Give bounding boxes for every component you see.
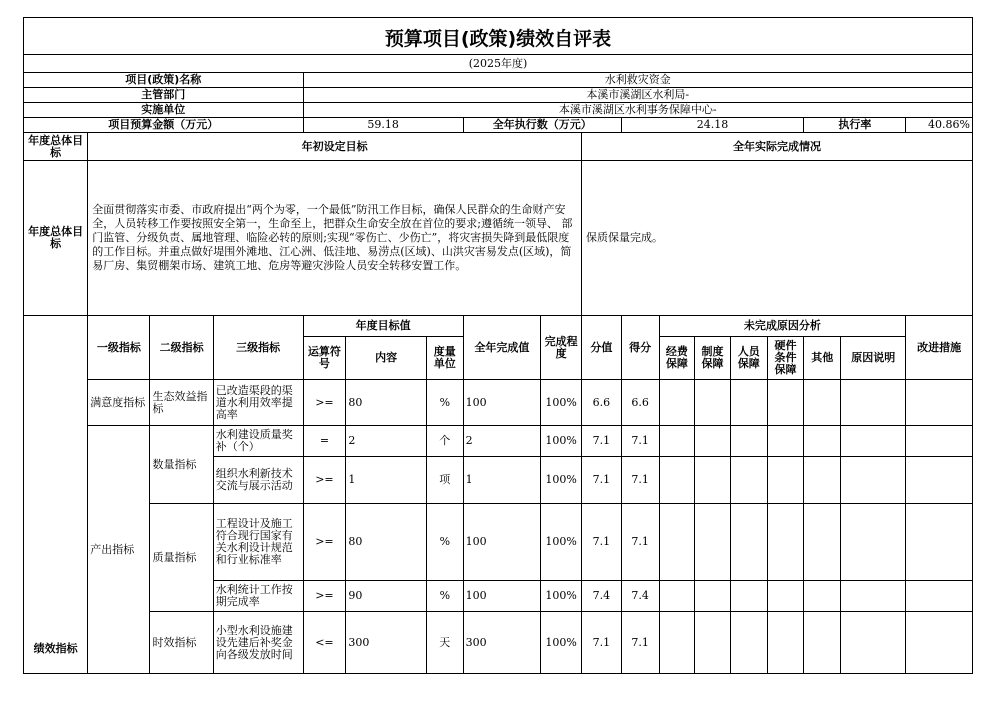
score-cell: 6.6 xyxy=(621,380,659,426)
weight-cell: 7.1 xyxy=(581,504,621,581)
col-completion-header: 完成程度 xyxy=(541,316,582,380)
score-cell: 7.4 xyxy=(621,581,659,612)
empty-cell xyxy=(767,426,804,457)
empty-cell xyxy=(695,612,731,674)
empty-cell xyxy=(767,504,804,581)
exec-value: 24.18 xyxy=(621,118,804,133)
op-cell: >= xyxy=(303,504,346,581)
l3-cell: 水利统计工作按期完成率 xyxy=(213,581,303,612)
dept-value: 本溪市溪湖区水利局- xyxy=(303,88,973,103)
budget-value: 59.18 xyxy=(303,118,463,133)
empty-cell xyxy=(695,457,731,504)
actual-cell: 300 xyxy=(463,612,541,674)
unit-cell: 项 xyxy=(426,457,463,504)
actual-cell: 100 xyxy=(463,581,541,612)
col-score-header: 得分 xyxy=(621,316,659,380)
completion-cell: 100% xyxy=(541,504,582,581)
empty-cell xyxy=(841,581,906,612)
actual-cell: 1 xyxy=(463,457,541,504)
completion-cell: 100% xyxy=(541,426,582,457)
evaluation-sheet xyxy=(23,17,973,674)
l2-cell: 数量指标 xyxy=(150,426,213,504)
perf-section-label: 绩效指标 xyxy=(24,316,88,674)
unit-cell: 个 xyxy=(426,426,463,457)
content-cell: 300 xyxy=(346,612,427,674)
l2-cell: 生态效益指标 xyxy=(150,380,213,426)
op-cell: >= xyxy=(303,380,346,426)
completion-cell: 100% xyxy=(541,457,582,504)
unit-cell: % xyxy=(426,380,463,426)
completion-cell: 100% xyxy=(541,380,582,426)
col-actual-header: 全年完成值 xyxy=(463,316,541,380)
empty-cell xyxy=(730,380,767,426)
sheet-title: 预算项目(政策)绩效自评表 xyxy=(24,18,973,55)
empty-cell xyxy=(906,504,973,581)
col-op-header: 运算符号 xyxy=(303,337,346,380)
col-unit-header: 度量单位 xyxy=(426,337,463,380)
weight-cell: 6.6 xyxy=(581,380,621,426)
op-cell: = xyxy=(303,426,346,457)
empty-cell xyxy=(730,457,767,504)
col-l3-header: 三级指标 xyxy=(213,316,303,380)
empty-cell xyxy=(659,612,695,674)
empty-cell xyxy=(841,380,906,426)
empty-cell xyxy=(730,504,767,581)
rate-value: 40.86% xyxy=(906,118,973,133)
weight-cell: 7.1 xyxy=(581,426,621,457)
goals-row-header: 年度总体目标 xyxy=(24,133,88,161)
empty-cell xyxy=(659,380,695,426)
impl-label: 实施单位 xyxy=(24,103,304,118)
l2-cell: 时效指标 xyxy=(150,612,213,674)
score-cell: 7.1 xyxy=(621,612,659,674)
table-row xyxy=(24,504,973,581)
initial-goal-text: 全面贯彻落实市委、市政府提出“两个为零，一个最低”防汛工作目标，确保人民群众的生命财产安全，人员转移工作要按照安全第一，生命至上，把群众生命安全放在首位的要求;遵循统一领导、 部门监管、分级负责、属地管理、临险必转的原则;实现“零伤亡、少伤亡”，将灾害损失降到最低限度的工作目标。并重点做好堤围外滩地、江心洲、低洼地、易涝点(区域)、山洪灾害易发点(区域)，简易厂房、集贸棚架市场、建筑工地、危房等避灾涉险人员安全转移安置工作。 xyxy=(88,161,582,316)
l3-cell: 水利建设质量奖补（个） xyxy=(213,426,303,457)
empty-cell xyxy=(767,581,804,612)
empty-cell xyxy=(804,581,841,612)
score-cell: 7.1 xyxy=(621,504,659,581)
empty-cell xyxy=(906,581,973,612)
empty-cell xyxy=(841,457,906,504)
score-cell: 7.1 xyxy=(621,457,659,504)
empty-cell xyxy=(906,457,973,504)
empty-cell xyxy=(804,457,841,504)
empty-cell xyxy=(730,581,767,612)
empty-cell xyxy=(767,612,804,674)
col-improve-header: 改进措施 xyxy=(906,316,973,380)
actual-cell: 100 xyxy=(463,504,541,581)
empty-cell xyxy=(906,426,973,457)
empty-cell xyxy=(841,504,906,581)
table-row xyxy=(24,426,973,457)
actual-result-text: 保质保量完成。 xyxy=(581,161,972,316)
col-target-header: 年度目标值 xyxy=(303,316,463,337)
exec-label: 全年执行数（万元） xyxy=(463,118,621,133)
weight-cell: 7.1 xyxy=(581,457,621,504)
completion-cell: 100% xyxy=(541,581,582,612)
empty-cell xyxy=(695,380,731,426)
completion-cell: 100% xyxy=(541,612,582,674)
l3-cell: 工程设计及施工符合现行国家有关水利设计规范和行业标准率 xyxy=(213,504,303,581)
sheet-subtitle: (2025年度) xyxy=(24,55,973,73)
col-reason-header: 未完成原因分析 xyxy=(659,316,906,337)
dept-label: 主管部门 xyxy=(24,88,304,103)
col-r5-header: 其他 xyxy=(804,337,841,380)
content-cell: 90 xyxy=(346,581,427,612)
op-cell: <= xyxy=(303,612,346,674)
empty-cell xyxy=(804,380,841,426)
col-l2-header: 二级指标 xyxy=(150,316,213,380)
l3-cell: 已改造渠段的渠道水利用效率提高率 xyxy=(213,380,303,426)
empty-cell xyxy=(659,504,695,581)
actual-cell: 100 xyxy=(463,380,541,426)
unit-cell: % xyxy=(426,581,463,612)
weight-cell: 7.4 xyxy=(581,581,621,612)
empty-cell xyxy=(767,380,804,426)
col-r3-header: 人员保障 xyxy=(730,337,767,380)
col-r2-header: 制度保障 xyxy=(695,337,731,380)
content-cell: 2 xyxy=(346,426,427,457)
actual-result-header: 全年实际完成情况 xyxy=(581,133,972,161)
actual-cell: 2 xyxy=(463,426,541,457)
empty-cell xyxy=(695,504,731,581)
empty-cell xyxy=(841,612,906,674)
l2-cell: 质量指标 xyxy=(150,504,213,612)
l3-cell: 小型水利设施建设先建后补奖金向各级发放时间 xyxy=(213,612,303,674)
col-r4-header: 硬件条件保障 xyxy=(767,337,804,380)
empty-cell xyxy=(659,426,695,457)
col-r6-header: 原因说明 xyxy=(841,337,906,380)
impl-value: 本溪市溪湖区水利事务保障中心- xyxy=(303,103,973,118)
empty-cell xyxy=(659,581,695,612)
empty-cell xyxy=(695,581,731,612)
l1-cell: 满意度指标 xyxy=(88,380,150,426)
budget-label: 项目预算金额（万元） xyxy=(24,118,304,133)
table-row xyxy=(24,380,973,426)
initial-goal-header: 年初设定目标 xyxy=(88,133,582,161)
weight-cell: 7.1 xyxy=(581,612,621,674)
evaluation-table xyxy=(23,17,973,674)
unit-cell: % xyxy=(426,504,463,581)
empty-cell xyxy=(659,457,695,504)
empty-cell xyxy=(730,426,767,457)
goals-row-label: 年度总体目标 xyxy=(24,161,88,316)
score-cell: 7.1 xyxy=(621,426,659,457)
project-name-value: 水利救灾资金 xyxy=(303,73,973,88)
content-cell: 80 xyxy=(346,504,427,581)
empty-cell xyxy=(804,612,841,674)
l1-cell: 产出指标 xyxy=(88,426,150,674)
empty-cell xyxy=(906,612,973,674)
content-cell: 1 xyxy=(346,457,427,504)
empty-cell xyxy=(730,612,767,674)
project-name-label: 项目(政策)名称 xyxy=(24,73,304,88)
col-r1-header: 经费保障 xyxy=(659,337,695,380)
col-weight-header: 分值 xyxy=(581,316,621,380)
col-content-header: 内容 xyxy=(346,337,427,380)
col-l1-header: 一级指标 xyxy=(88,316,150,380)
empty-cell xyxy=(767,457,804,504)
unit-cell: 天 xyxy=(426,612,463,674)
empty-cell xyxy=(841,426,906,457)
op-cell: >= xyxy=(303,457,346,504)
table-row xyxy=(24,612,973,674)
content-cell: 80 xyxy=(346,380,427,426)
empty-cell xyxy=(695,426,731,457)
op-cell: >= xyxy=(303,581,346,612)
rate-label: 执行率 xyxy=(804,118,906,133)
empty-cell xyxy=(906,380,973,426)
empty-cell xyxy=(804,426,841,457)
l3-cell: 组织水利新技术交流与展示活动 xyxy=(213,457,303,504)
empty-cell xyxy=(804,504,841,581)
